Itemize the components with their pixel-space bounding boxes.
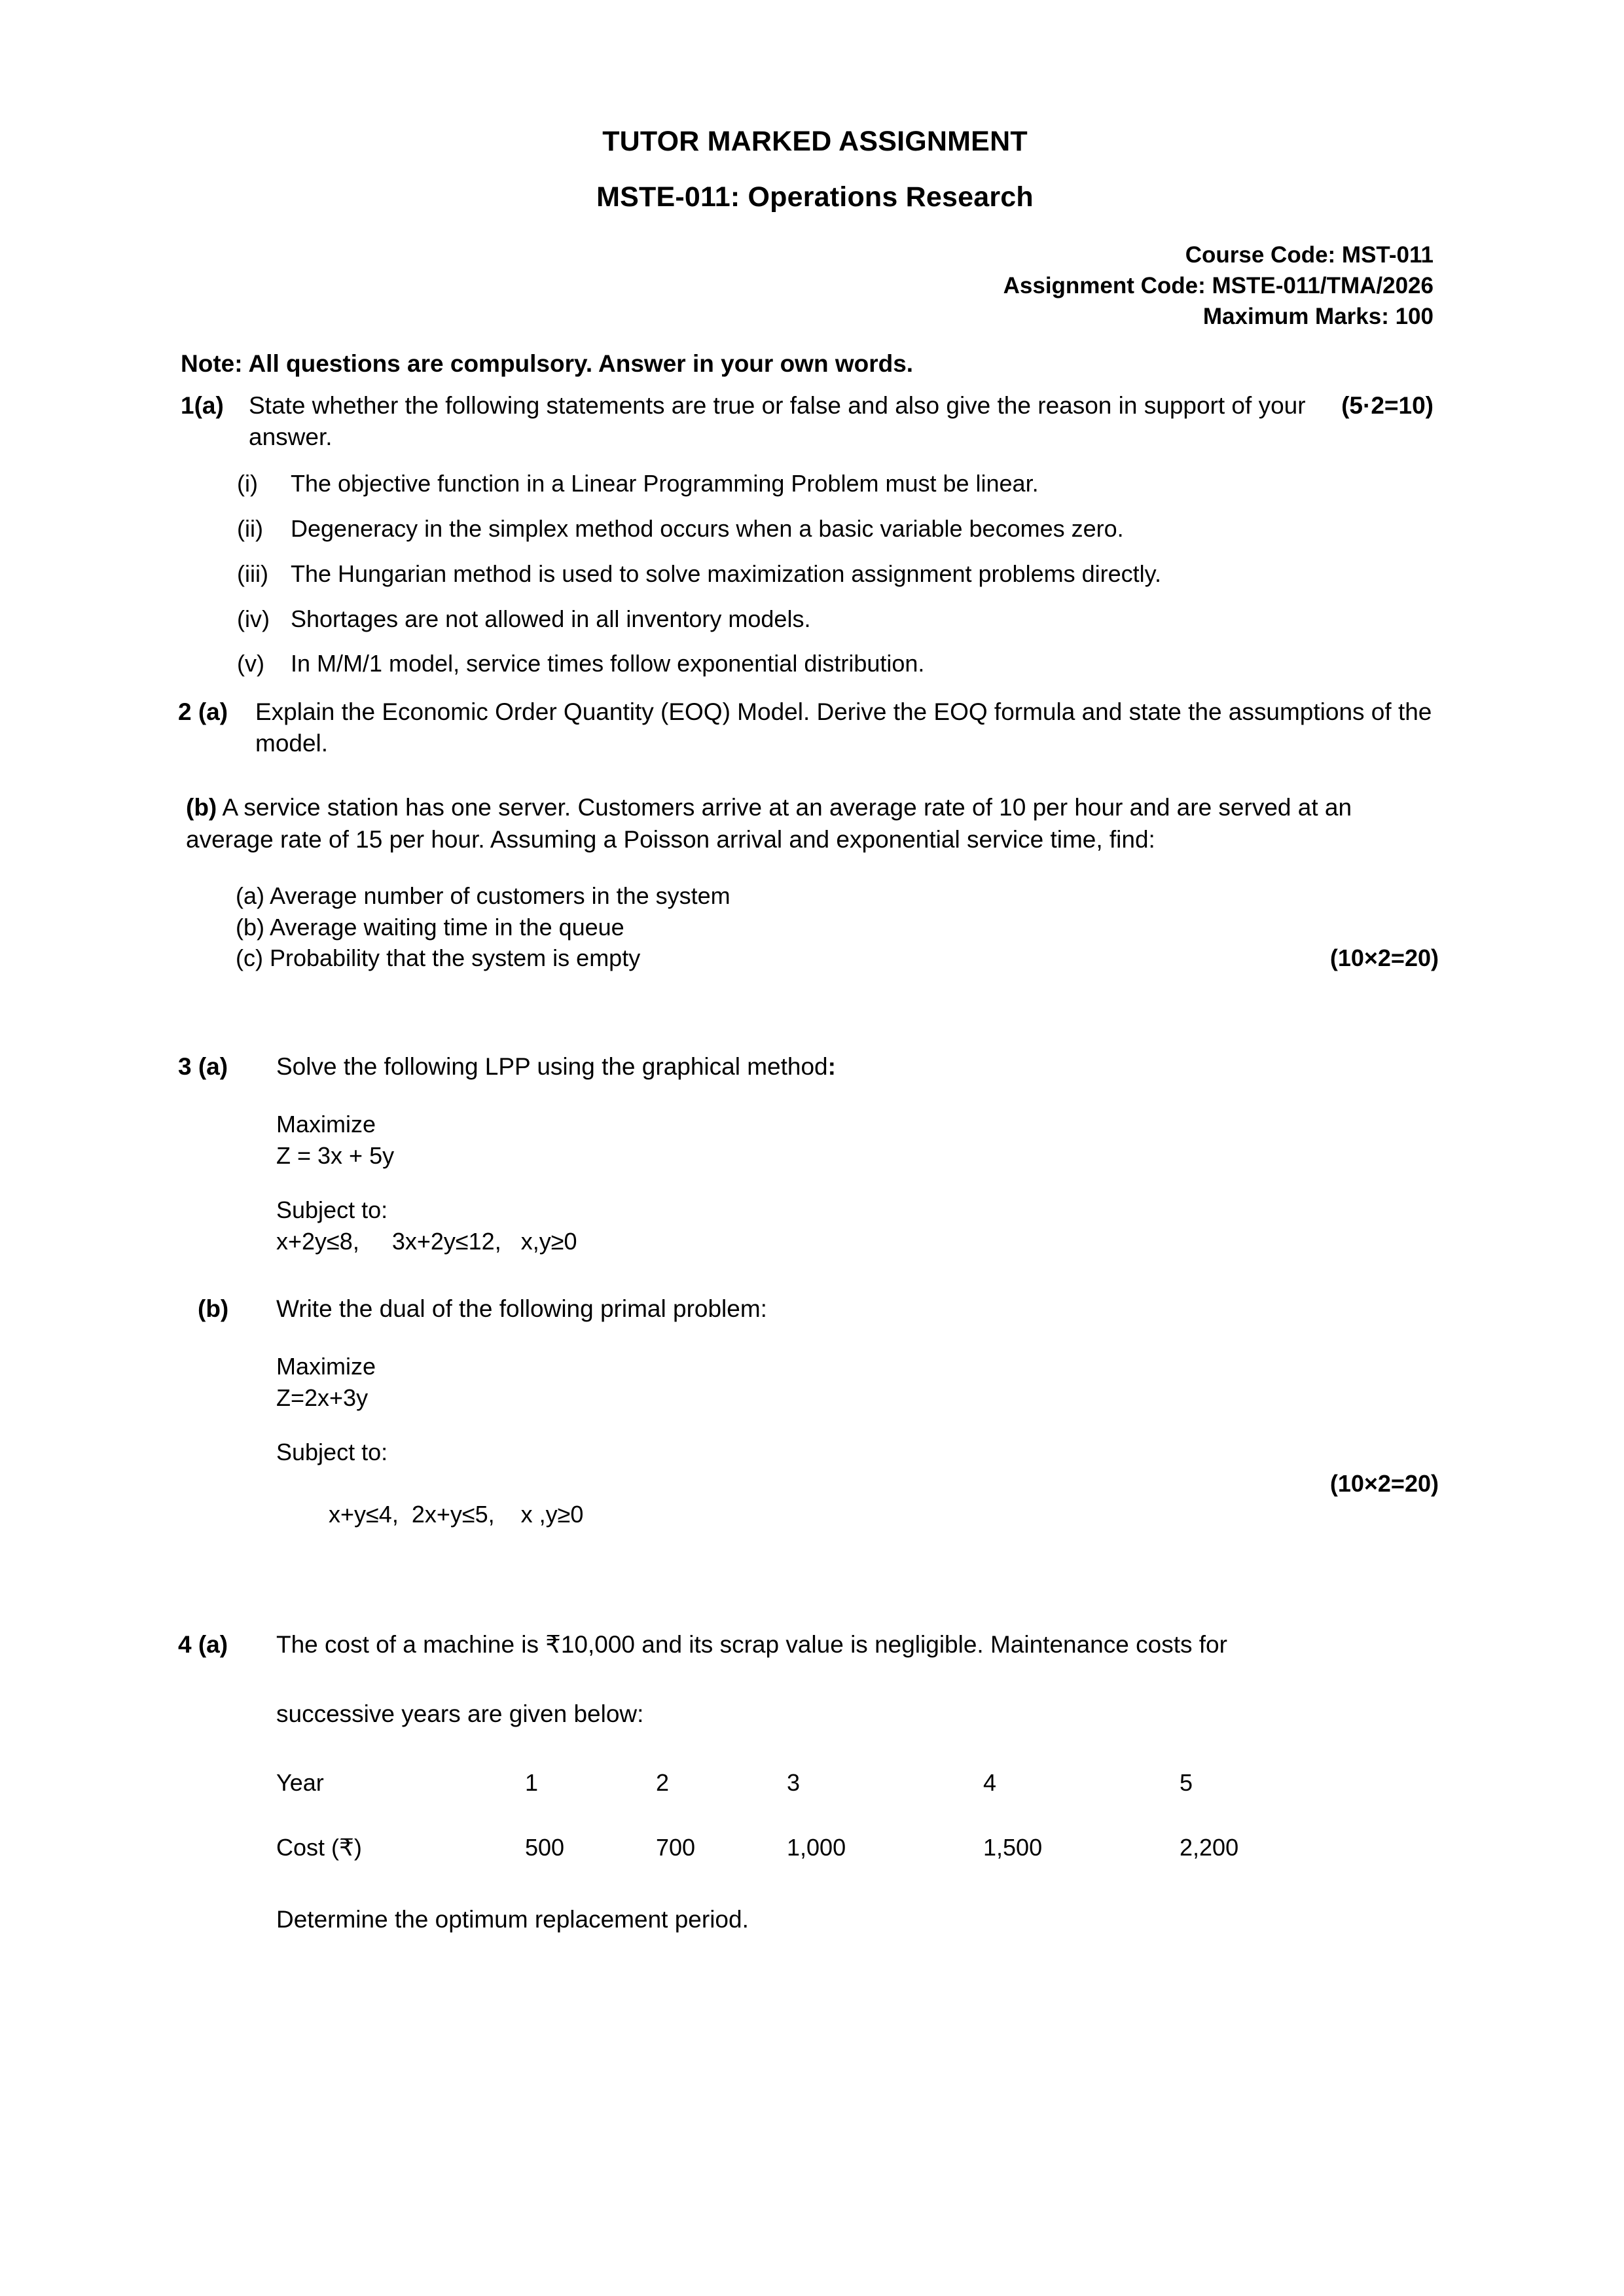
question-3a-body: Solve the following LPP using the graphical method — [276, 1052, 828, 1080]
list-item — [237, 649, 1434, 679]
objective-function: Z = 3x + 5y — [276, 1141, 395, 1169]
list-item — [237, 559, 1434, 590]
list-item — [236, 912, 1434, 943]
page-subtitle: MSTE-011: Operations Research — [596, 181, 1034, 213]
spacer-cell — [983, 1799, 1180, 1833]
question-2a-text: Explain the Economic Order Quantity (EOQ) Model. Derive the EOQ formula and state the assumptions of the model. — [255, 698, 1432, 757]
table-cell-cost-2: 700 — [656, 1833, 696, 1861]
statement-number: (iv) — [237, 605, 270, 632]
question-1a-body: State whether the following statements are true or false and also give the reason in support of your answer. — [249, 392, 1306, 451]
statement-text: Degeneracy in the simplex method occurs when a basic variable becomes zero. — [291, 515, 1124, 543]
maximum-marks: Maximum Marks: 100 — [1202, 303, 1434, 329]
question-2b-subitems — [236, 880, 1439, 974]
question-4a-text: The cost of a machine is ₹10,000 and its scrap value is negligible. Maintenance costs for — [276, 1630, 1227, 1658]
table-row — [276, 1833, 1310, 1863]
spacer — [276, 1171, 1434, 1194]
note-text: Note: All questions are compulsory. Answer in your own words. — [181, 350, 914, 377]
table-cell-cost-4: 1,500 — [983, 1833, 1043, 1861]
list-item — [236, 880, 1434, 912]
question-2b-text: A service station has one server. Customers arrive at an average rate of 10 per hour and are served at an average rate of 15 per hour. Assuming a Poisson arrival and exponential service time, find: — [186, 794, 1352, 853]
question-3b — [178, 1293, 1434, 1325]
list-item — [237, 514, 1434, 545]
assignment-code: Assignment Code: MSTE-011/TMA/2026 — [1003, 272, 1434, 298]
statement-number: (ii) — [237, 515, 263, 543]
table-cell-year-2: 2 — [656, 1768, 670, 1796]
question-2b — [186, 792, 1434, 855]
question-3a-text — [276, 1051, 1434, 1083]
question-3a-colon: : — [827, 1052, 836, 1080]
question-3b-formulation — [276, 1351, 1439, 1592]
statement-number: (iii) — [237, 560, 268, 587]
statement-text: In M/M/1 model, service times follow exponential distribution. — [291, 650, 925, 677]
statement-number: (v) — [237, 650, 264, 677]
spacer-cell — [276, 1799, 525, 1833]
question-2a — [178, 696, 1434, 759]
question-3a — [178, 1051, 1434, 1083]
spacer-cell — [656, 1799, 787, 1833]
list-item — [236, 942, 1439, 974]
question-1a-text — [249, 390, 1434, 453]
table-cell-cost-1: 500 — [525, 1833, 565, 1861]
objective-label: Maximize — [276, 1111, 376, 1138]
table-cell-year-4: 4 — [983, 1768, 997, 1796]
subitem-text: (c) Probability that the system is empty — [236, 944, 641, 972]
question-4a — [178, 1629, 1434, 1660]
constraints: x+2y≤8, 3x+2y≤12, x,y≥0 — [276, 1227, 577, 1255]
question-4a-marker: 4 (a) — [178, 1630, 228, 1658]
table-cell-year-1: 1 — [525, 1768, 539, 1796]
objective-label: Maximize — [276, 1353, 376, 1380]
question-3a-formulation — [276, 1109, 1434, 1257]
constraints — [276, 1468, 1439, 1592]
statement-number: (i) — [237, 470, 258, 497]
list-item — [237, 469, 1434, 499]
subitem-text: (a) Average number of customers in the system — [236, 882, 731, 910]
spacer — [276, 1413, 1434, 1437]
question-3-marks: (10×2=20) — [1329, 1469, 1439, 1497]
table-cell-year-5: 5 — [1180, 1768, 1193, 1796]
question-2-marks: (10×2=20) — [1329, 944, 1439, 972]
subject-to-label: Subject to: — [276, 1439, 388, 1466]
objective-function: Z=2x+3y — [276, 1384, 369, 1411]
list-item — [237, 604, 1434, 635]
spacer-cell — [1180, 1799, 1310, 1833]
subitem-text: (b) Average waiting time in the queue — [236, 913, 624, 941]
question-1a-marks: (5·2=10) — [1341, 392, 1434, 420]
statement-text: Shortages are not allowed in all inventory models. — [291, 605, 811, 632]
question-4a-text-continued: successive years are given below: — [276, 1700, 644, 1727]
table-cell-cost-3: 1,000 — [787, 1833, 846, 1861]
maintenance-cost-table — [276, 1768, 1310, 1863]
constraints-text: x+y≤4, 2x+y≤5, x ,y≥0 — [329, 1501, 584, 1528]
question-1a-marker: 1(a) — [181, 392, 224, 420]
table-spacer-row — [276, 1799, 1310, 1833]
table-cell-year-3: 3 — [787, 1768, 801, 1796]
question-3a-marker: 3 (a) — [178, 1052, 228, 1080]
table-cell-cost-5: 2,200 — [1180, 1833, 1239, 1861]
question-1a — [181, 390, 1434, 453]
table-header-cost: Cost (₹) — [276, 1833, 362, 1861]
spacer-cell — [525, 1799, 656, 1833]
statement-text: The objective function in a Linear Programming Problem must be linear. — [291, 470, 1039, 497]
page-title: TUTOR MARKED ASSIGNMENT — [602, 126, 1028, 157]
question-4a-instruction: Determine the optimum replacement period. — [276, 1905, 749, 1933]
spacer-cell — [787, 1799, 983, 1833]
course-code: Course Code: MST-011 — [1185, 242, 1434, 268]
question-3b-text: Write the dual of the following primal problem: — [276, 1295, 767, 1323]
content-column — [178, 126, 1439, 1935]
table-header-year: Year — [276, 1768, 324, 1796]
subject-to-label: Subject to: — [276, 1196, 388, 1224]
question-2b-marker: (b) — [186, 794, 217, 821]
table-row — [276, 1768, 1310, 1799]
question-1a-statements — [237, 469, 1434, 679]
question-2a-marker: 2 (a) — [178, 698, 228, 726]
statement-text: The Hungarian method is used to solve maximization assignment problems directly. — [291, 560, 1161, 587]
question-3b-marker: (b) — [198, 1295, 229, 1323]
